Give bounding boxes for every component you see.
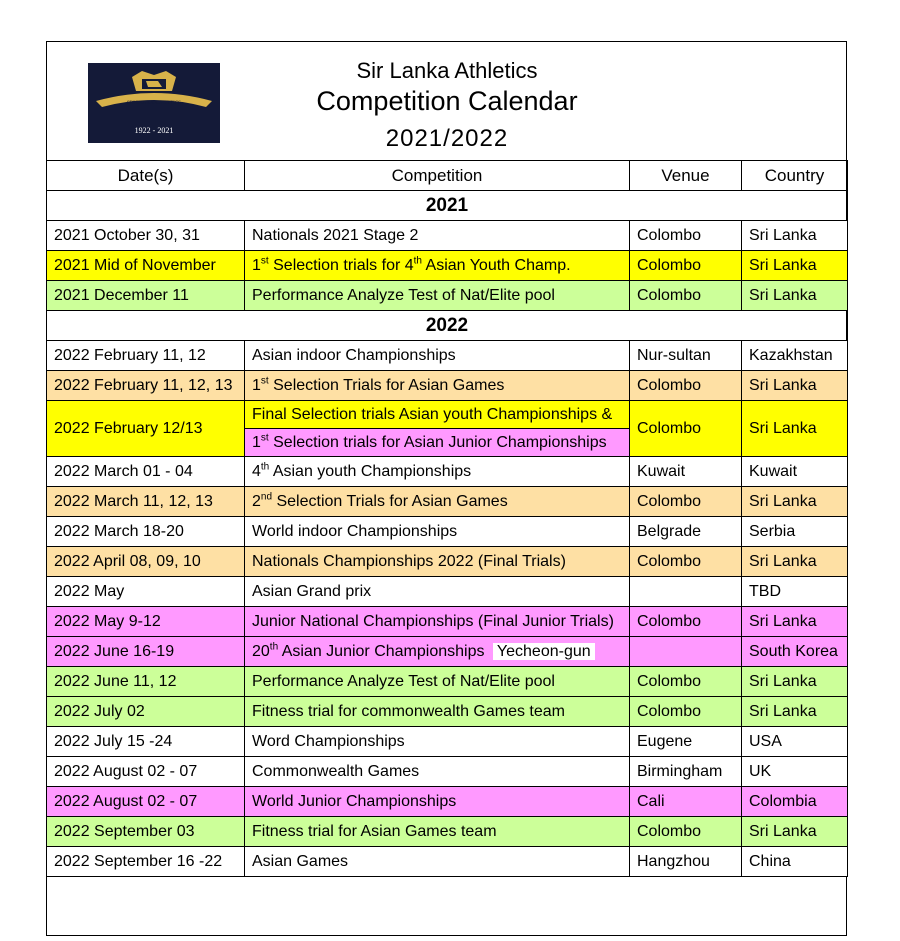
sri-lanka-athletics-logo — [88, 63, 220, 143]
date-cell: 2022 September 03 — [47, 817, 245, 847]
competition-cell: Nationals Championships 2022 (Final Trials) — [245, 547, 630, 577]
host-city-label: Yecheon-gun — [493, 643, 595, 660]
country-cell: Sri Lanka — [742, 251, 848, 281]
date-cell: 2022 March 11, 12, 13 — [47, 487, 245, 517]
venue-cell: Colombo — [630, 371, 742, 401]
date-cell: 2022 June 11, 12 — [47, 667, 245, 697]
col-country: Country — [742, 161, 848, 191]
venue-cell: Belgrade — [630, 517, 742, 547]
country-cell: Sri Lanka — [742, 281, 848, 311]
col-venue: Venue — [630, 161, 742, 191]
competition-table — [46, 160, 848, 877]
competition-cell: 1st Selection trials for 4th Asian Youth Champ. — [245, 251, 630, 281]
venue-cell: Colombo — [630, 401, 742, 457]
table-row — [47, 221, 848, 251]
competition-cell: Junior National Championships (Final Junior Trials) — [245, 607, 630, 637]
country-cell: Sri Lanka — [742, 221, 848, 251]
country-cell: Serbia — [742, 517, 848, 547]
date-cell: 2022 February 11, 12 — [47, 341, 245, 371]
country-cell: Sri Lanka — [742, 817, 848, 847]
date-cell: 2021 December 11 — [47, 281, 245, 311]
date-cell: 2022 September 16 -22 — [47, 847, 245, 877]
venue-cell: Eugene — [630, 727, 742, 757]
table-row — [47, 341, 848, 371]
competition-cell: World indoor Championships — [245, 517, 630, 547]
competition-cell: Performance Analyze Test of Nat/Elite pool — [245, 667, 630, 697]
date-cell: 2022 May 9-12 — [47, 607, 245, 637]
table-row — [47, 487, 848, 517]
date-cell: 2022 March 01 - 04 — [47, 457, 245, 487]
competition-cell: Fitness trial for commonwealth Games team — [245, 697, 630, 727]
competition-cell: Commonwealth Games — [245, 757, 630, 787]
table-row — [47, 281, 848, 311]
venue-cell: Colombo — [630, 697, 742, 727]
venue-cell: Colombo — [630, 251, 742, 281]
venue-cell: Cali — [630, 787, 742, 817]
logo-text: SRI LANKA ATHLETICS — [127, 101, 181, 106]
venue-cell — [630, 577, 742, 607]
date-cell: 2022 June 16-19 — [47, 637, 245, 667]
header-row — [47, 161, 848, 191]
date-cell: 2022 March 18-20 — [47, 517, 245, 547]
date-cell: 2022 May — [47, 577, 245, 607]
country-cell: Sri Lanka — [742, 697, 848, 727]
table-row — [47, 401, 848, 457]
country-cell: Colombia — [742, 787, 848, 817]
section-label: 2022 — [47, 311, 848, 341]
table-row — [47, 517, 848, 547]
table-row — [47, 577, 848, 607]
table-row — [47, 697, 848, 727]
table-row — [47, 607, 848, 637]
venue-cell: Colombo — [630, 281, 742, 311]
date-cell: 2022 August 02 - 07 — [47, 787, 245, 817]
calendar-title: Competition Calendar — [316, 86, 578, 116]
country-cell: Kuwait — [742, 457, 848, 487]
season-title: 2021/2022 — [385, 125, 509, 152]
competition-cell: 1st Selection Trials for Asian Games — [245, 371, 630, 401]
competition-cell: Nationals 2021 Stage 2 — [245, 221, 630, 251]
competition-cell — [245, 401, 630, 457]
date-cell: 2022 February 12/13 — [47, 401, 245, 457]
table-row — [47, 637, 848, 667]
logo-years: 1922 - 2021 — [134, 126, 174, 135]
table-row — [47, 371, 848, 401]
org-title: Sir Lanka Athletics — [356, 58, 538, 83]
competition-cell: Asian indoor Championships — [245, 341, 630, 371]
competition-cell: 20th Asian Junior Championships Yecheon-gun — [245, 637, 630, 667]
table-row — [47, 787, 848, 817]
competition-cell: 2nd Selection Trials for Asian Games — [245, 487, 630, 517]
venue-cell: Colombo — [630, 817, 742, 847]
country-cell: Sri Lanka — [742, 371, 848, 401]
country-cell: Sri Lanka — [742, 547, 848, 577]
country-cell: UK — [742, 757, 848, 787]
competition-cell: Performance Analyze Test of Nat/Elite pool — [245, 281, 630, 311]
country-cell: South Korea — [742, 637, 848, 667]
date-cell: 2022 July 02 — [47, 697, 245, 727]
table-row — [47, 667, 848, 697]
table-row — [47, 727, 848, 757]
competition-cell: World Junior Championships — [245, 787, 630, 817]
col-competition: Competition — [245, 161, 630, 191]
date-cell: 2021 Mid of November — [47, 251, 245, 281]
date-cell: 2021 October 30, 31 — [47, 221, 245, 251]
competition-line: 1st Selection trials for Asian Junior Championships — [245, 429, 629, 456]
date-cell: 2022 August 02 - 07 — [47, 757, 245, 787]
table-row — [47, 547, 848, 577]
date-cell: 2022 February 11, 12, 13 — [47, 371, 245, 401]
country-cell: Sri Lanka — [742, 667, 848, 697]
section-label: 2021 — [47, 191, 848, 221]
country-cell: Kazakhstan — [742, 341, 848, 371]
col-dates: Date(s) — [47, 161, 245, 191]
date-cell: 2022 April 08, 09, 10 — [47, 547, 245, 577]
competition-line: Final Selection trials Asian youth Championships & — [245, 401, 629, 429]
venue-cell: Birmingham — [630, 757, 742, 787]
country-cell: Sri Lanka — [742, 401, 848, 457]
venue-cell — [630, 637, 742, 667]
date-cell: 2022 July 15 -24 — [47, 727, 245, 757]
venue-cell: Colombo — [630, 667, 742, 697]
venue-cell: Colombo — [630, 487, 742, 517]
section-2022 — [47, 311, 848, 341]
table-row — [47, 817, 848, 847]
table-row — [47, 457, 848, 487]
venue-cell: Kuwait — [630, 457, 742, 487]
country-cell: Sri Lanka — [742, 607, 848, 637]
country-cell: USA — [742, 727, 848, 757]
competition-cell: Word Championships — [245, 727, 630, 757]
table-row — [47, 251, 848, 281]
venue-cell: Colombo — [630, 221, 742, 251]
venue-cell: Hangzhou — [630, 847, 742, 877]
country-cell: TBD — [742, 577, 848, 607]
competition-cell: Fitness trial for Asian Games team — [245, 817, 630, 847]
venue-cell: Colombo — [630, 607, 742, 637]
table-row — [47, 757, 848, 787]
country-cell: China — [742, 847, 848, 877]
section-2021 — [47, 191, 848, 221]
venue-cell: Nur-sultan — [630, 341, 742, 371]
venue-cell: Colombo — [630, 547, 742, 577]
competition-cell: Asian Games — [245, 847, 630, 877]
competition-cell: 4th Asian youth Championships — [245, 457, 630, 487]
table-row — [47, 847, 848, 877]
competition-cell: Asian Grand prix — [245, 577, 630, 607]
country-cell: Sri Lanka — [742, 487, 848, 517]
